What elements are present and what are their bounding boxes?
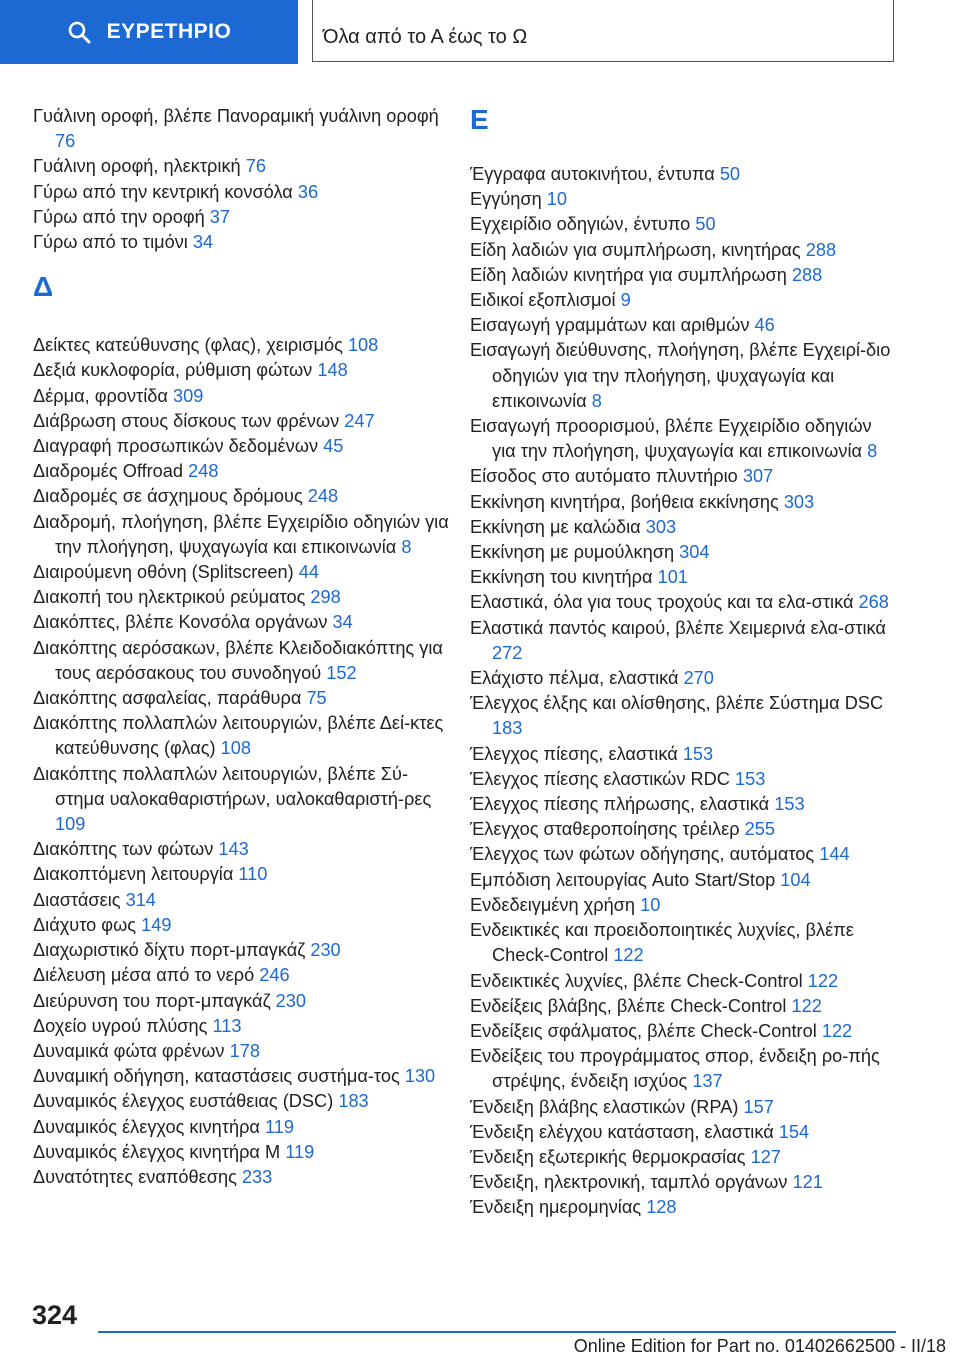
index-entry <box>470 893 900 918</box>
index-entry <box>470 742 900 767</box>
index-entry <box>470 540 900 565</box>
entry-text: Διαδρομή, πλοήγηση, βλέπε Εγχειρίδιο οδηγιών για την πλοήγηση, ψυχαγωγία και επικοινωνία <box>33 511 449 557</box>
entry-page-link[interactable]: 307 <box>742 466 774 487</box>
entry-page-link[interactable]: 45 <box>323 436 344 457</box>
entry-text: Δυναμική οδήγηση, καταστάσεις συστήμα-τος <box>33 1066 400 1087</box>
entry-group-gamma <box>33 104 453 255</box>
index-entry <box>33 459 453 484</box>
entry-text: Διακοπτόμενη λειτουργία <box>33 864 234 885</box>
entry-text: Εκκίνηση του κινητήρα <box>470 567 653 588</box>
entry-text: Διάβρωση στους δίσκους των φρένων <box>33 410 340 431</box>
entry-page-link[interactable]: 268 <box>858 592 889 613</box>
footer-divider <box>98 1331 896 1333</box>
entry-text: Ένδειξη εξωτερικής θερμοκρασίας <box>470 1146 746 1167</box>
index-entry <box>33 180 453 205</box>
entry-page-link[interactable]: 113 <box>212 1015 242 1036</box>
entry-group-e <box>470 162 900 1221</box>
entry-page-link[interactable]: 122 <box>791 995 822 1016</box>
entry-page-link[interactable]: 104 <box>780 869 811 890</box>
entry-text: Διακοπή του ηλεκτρικού ρεύματος <box>33 587 306 608</box>
entry-page-link[interactable]: 247 <box>344 410 375 431</box>
entry-page-link[interactable]: 246 <box>259 965 290 986</box>
index-entry <box>470 994 900 1019</box>
index-entry <box>33 104 453 154</box>
index-entry <box>470 1120 900 1145</box>
entry-page-link[interactable]: 119 <box>265 1116 294 1137</box>
index-entry <box>470 490 900 515</box>
entry-text: Έλεγχος πίεσης, ελαστικά <box>470 743 678 764</box>
entry-text: Διάχυτο φως <box>33 914 137 935</box>
index-entry <box>33 913 453 938</box>
entry-page-link[interactable]: 119 <box>285 1141 315 1162</box>
index-entry <box>470 792 900 817</box>
entry-page-link[interactable]: 46 <box>754 315 775 336</box>
entry-text: Δείκτες κατεύθυνσης (φλας), χειρισμός <box>33 335 343 356</box>
index-entry <box>470 1019 900 1044</box>
entry-text: Έλεγχος των φώτων οδήγησης, αυτόματος <box>470 844 815 865</box>
entry-group-delta <box>33 333 453 1190</box>
entry-page-link[interactable]: 270 <box>683 668 714 689</box>
entry-text: Ελαστικά παντός καιρού, βλέπε Χειμερινά ελα-στικά <box>470 617 886 638</box>
entry-page-link[interactable]: 148 <box>317 360 348 381</box>
entry-text: Δέρμα, φροντίδα <box>33 385 168 406</box>
entry-text: Διακόπτης ασφαλείας, παράθυρα <box>33 688 302 709</box>
entry-page-link[interactable]: 34 <box>192 232 214 253</box>
index-entry <box>33 762 453 838</box>
entry-page-link[interactable]: 144 <box>819 844 850 865</box>
entry-page-link[interactable]: 36 <box>297 181 319 202</box>
index-entry <box>33 711 453 761</box>
index-entry <box>470 918 900 968</box>
index-entry <box>470 187 900 212</box>
entry-text: Δυναμικός έλεγχος κινητήρα M <box>33 1141 281 1162</box>
entry-page-link[interactable]: 127 <box>750 1146 781 1167</box>
index-entry <box>470 515 900 540</box>
entry-text: Έγγραφα αυτοκινήτου, έντυπα <box>470 164 715 184</box>
entry-page-link[interactable]: 8 <box>591 390 602 411</box>
index-entry <box>470 666 900 691</box>
entry-text: Γυάλινη οροφή, ηλεκτρική <box>33 156 241 177</box>
entry-text: Δυνατότητες εναπόθεσης <box>33 1166 237 1187</box>
entry-text: Γύρω από την οροφή <box>33 206 205 227</box>
entry-page-link[interactable]: 108 <box>347 335 379 356</box>
entry-page-link[interactable]: 34 <box>332 612 353 633</box>
entry-text: Έλεγχος πίεσης ελαστικών RDC <box>470 768 730 789</box>
entry-page-link[interactable]: 37 <box>209 206 231 227</box>
entry-text: Διακόπτης πολλαπλών λειτουργιών, βλέπε Δεί-κτες κατεύθυνσης (φλας) <box>33 713 444 759</box>
entry-page-link[interactable]: 304 <box>679 542 710 563</box>
entry-page-link[interactable]: 50 <box>695 214 716 235</box>
index-entry <box>33 1064 453 1089</box>
index-entry <box>33 1039 453 1064</box>
entry-page-link[interactable]: 314 <box>125 889 156 910</box>
entry-text: Διαχωριστικό δίχτυ πορτ-μπαγκάζ <box>33 940 306 961</box>
index-entry <box>470 969 900 994</box>
entry-page-link[interactable]: 157 <box>743 1096 774 1117</box>
entry-page-link[interactable]: 153 <box>734 768 766 789</box>
entry-page-link[interactable]: 298 <box>310 587 341 608</box>
index-entry <box>33 862 453 887</box>
entry-text: Έλεγχος έλξης και ολίσθησης, βλέπε Σύστημα DSC <box>470 693 884 714</box>
index-entry <box>33 434 453 459</box>
entry-text: Εκκίνηση κινητήρα, βοήθεια εκκίνησης <box>470 491 779 512</box>
entry-text: Διαστάσεις <box>33 889 121 910</box>
index-entry <box>33 888 453 913</box>
index-entry <box>33 1115 453 1140</box>
entry-text: Δυναμικός έλεγχος ευστάθειας (DSC) <box>33 1091 334 1112</box>
index-entry <box>470 238 900 263</box>
entry-page-link[interactable]: 108 <box>220 738 252 759</box>
entry-page-link[interactable]: 50 <box>719 164 741 184</box>
entry-page-link[interactable]: 178 <box>229 1040 260 1061</box>
entry-text: Ειδικοί εξοπλισμοί <box>470 290 616 311</box>
section-letter-delta: Δ <box>33 271 54 303</box>
entry-page-link[interactable]: 303 <box>783 491 815 512</box>
entry-page-link[interactable]: 76 <box>55 131 76 152</box>
entry-text: Ελαστικά, όλα για τους τροχούς και τα ελα-στικά <box>470 592 854 613</box>
index-entry <box>33 205 453 230</box>
page-number: 324 <box>32 1300 78 1330</box>
entry-page-link[interactable]: 183 <box>492 718 523 739</box>
index-entry <box>33 560 453 585</box>
index-entry <box>470 1095 900 1120</box>
entry-page-link[interactable]: 149 <box>141 914 172 935</box>
entry-text: Διέλευση μέσα από το νερό <box>33 965 255 986</box>
entry-page-link[interactable]: 248 <box>307 486 339 507</box>
index-entry <box>470 1145 900 1170</box>
index-entry <box>33 1165 453 1190</box>
index-entry <box>33 154 453 179</box>
entry-page-link[interactable]: 152 <box>326 662 357 683</box>
entry-text: Εμπόδιση λειτουργίας Auto Start/Stop <box>470 869 776 890</box>
entry-text: Διαγραφή προσωπικών δεδομένων <box>33 436 319 457</box>
entry-page-link[interactable]: 75 <box>306 688 327 709</box>
index-entry <box>470 464 900 489</box>
index-entry <box>33 636 453 686</box>
index-entry <box>470 162 900 187</box>
entry-text: Διακόπτης πολλαπλών λειτουργιών, βλέπε Σύ-στημα υαλοκαθαριστήρων, υαλοκαθαριστή-ρες <box>33 763 432 809</box>
page-header <box>0 0 960 66</box>
entry-text: Εισαγωγή προορισμού, βλέπε Εγχειρίδιο οδηγιών για την πλοήγηση, ψυχαγωγία και επικοινωνία <box>470 416 872 462</box>
entry-text: Γύρω από το τιμόνι <box>33 232 188 253</box>
entry-text: Γύρω από την κεντρική κονσόλα <box>33 181 293 202</box>
index-entry <box>33 384 453 409</box>
entry-text: Διεύρυνση του πορτ-μπαγκάζ <box>33 990 271 1011</box>
index-entry <box>33 1140 453 1165</box>
index-column-right <box>470 104 900 1221</box>
entry-text: Γυάλινη οροφή, βλέπε Πανοραμική γυάλινη οροφή <box>33 106 439 126</box>
entry-text: Εγχειρίδιο οδηγιών, έντυπο <box>470 214 691 235</box>
entry-text: Έλεγχος σταθεροποίησης τρέιλερ <box>470 819 740 840</box>
entry-page-link[interactable]: 121 <box>792 1172 823 1193</box>
index-entry <box>33 585 453 610</box>
entry-page-link[interactable]: 8 <box>867 441 878 462</box>
index-entry <box>470 590 900 615</box>
entry-page-link[interactable]: 101 <box>657 567 688 588</box>
entry-page-link[interactable]: 76 <box>245 156 266 177</box>
entry-text: Δοχείο υγρού πλύσης <box>33 1015 208 1036</box>
index-entry <box>33 409 453 434</box>
entry-text: Διαιρούμενη οθόνη (Splitscreen) <box>33 562 294 583</box>
entry-page-link[interactable]: 153 <box>682 743 714 764</box>
index-entry <box>33 686 453 711</box>
entry-text: Ελάχιστο πέλμα, ελαστικά <box>470 668 679 689</box>
entry-text: Ενδείξεις σφάλματος, βλέπε Check-Control <box>470 1020 817 1041</box>
entry-page-link[interactable]: 122 <box>807 970 839 991</box>
entry-page-link[interactable]: 288 <box>791 264 823 285</box>
index-entry <box>470 616 900 666</box>
index-entry <box>33 333 453 358</box>
entry-text: Εισαγωγή διεύθυνσης, πλοήγηση, βλέπε Εγχειρί-διο οδηγιών για την πλοήγηση, ψυχαγωγία και επικοινωνία <box>470 340 891 411</box>
entry-page-link[interactable]: 44 <box>298 562 319 583</box>
index-entry <box>33 510 453 560</box>
entry-page-link[interactable]: 8 <box>401 536 412 557</box>
section-letter-e: E <box>470 104 489 135</box>
entry-text: Δυναμικός έλεγχος κινητήρα <box>33 1116 260 1137</box>
index-entry <box>33 484 453 509</box>
entry-page-link[interactable]: 122 <box>613 945 644 966</box>
entry-page-link[interactable]: 143 <box>218 839 249 860</box>
entry-text: Διακόπτες, βλέπε Κονσόλα οργάνων <box>33 612 328 633</box>
index-entry <box>33 1014 453 1039</box>
index-entry <box>470 817 900 842</box>
index-entry <box>470 414 900 464</box>
entry-text: Διαδρομές σε άσχημους δρόμους <box>33 486 303 507</box>
entry-page-link[interactable]: 128 <box>646 1197 677 1218</box>
index-entry <box>33 610 453 635</box>
entry-text: Είδη λαδιών για συμπλήρωση, κινητήρας <box>470 239 801 260</box>
entry-text: Ένδειξη ημερομηνίας <box>470 1197 642 1218</box>
index-search-tab[interactable] <box>0 0 298 64</box>
title-box <box>312 0 894 62</box>
entry-page-link[interactable]: 272 <box>492 642 523 663</box>
index-entry <box>470 1170 900 1195</box>
entry-text: Είσοδος στο αυτόματο πλυντήριο <box>470 466 738 487</box>
index-entry <box>470 691 900 741</box>
entry-page-link[interactable]: 10 <box>640 894 661 915</box>
entry-page-link[interactable]: 10 <box>546 189 568 210</box>
index-entry <box>33 938 453 963</box>
entry-page-link[interactable]: 130 <box>404 1066 436 1087</box>
entry-text: Δυναμικά φώτα φρένων <box>33 1040 225 1061</box>
entry-text: Ενδεδειγμένη χρήση <box>470 894 636 915</box>
entry-page-link[interactable]: 230 <box>310 940 341 961</box>
entry-text: Ενδεικτικές και προειδοποιητικές λυχνίες, βλέπε Check-Control <box>470 920 854 966</box>
index-entry <box>470 313 900 338</box>
entry-text: Δεξιά κυκλοφορία, ρύθμιση φώτων <box>33 360 313 381</box>
index-entry <box>33 358 453 383</box>
entry-page-link[interactable]: 110 <box>238 864 268 885</box>
index-entry <box>470 767 900 792</box>
entry-text: Εισαγωγή γραμμάτων και αριθμών <box>470 315 750 336</box>
entry-text: Ένδειξη ελέγχου κατάσταση, ελαστικά <box>470 1121 774 1142</box>
entry-text: Ενδείξεις βλάβης, βλέπε Check-Control <box>470 995 787 1016</box>
entry-page-link[interactable]: 233 <box>241 1166 273 1187</box>
page-title: Όλα από το Α έως το Ω <box>323 26 528 48</box>
index-entry <box>470 565 900 590</box>
entry-page-link[interactable]: 9 <box>620 290 631 311</box>
index-entry <box>33 1089 453 1114</box>
index-entry <box>33 989 453 1014</box>
entry-text: Ένδειξη βλάβης ελαστικών (RPA) <box>470 1096 739 1117</box>
entry-page-link[interactable]: 248 <box>188 461 219 482</box>
entry-page-link[interactable]: 122 <box>821 1020 853 1041</box>
entry-text: Εκκίνηση με ρυμούλκηση <box>470 542 675 563</box>
entry-page-link[interactable]: 309 <box>172 385 204 406</box>
index-entry <box>470 263 900 288</box>
entry-text: Ενδείξεις του προγράμματος σπορ, ένδειξη ρο-πής στρέψης, ένδειξη ισχύος <box>470 1046 880 1092</box>
index-entry <box>470 868 900 893</box>
entry-text: Διακόπτης των φώτων <box>33 839 214 860</box>
search-icon <box>67 20 91 44</box>
entry-page-link[interactable]: 109 <box>55 814 86 835</box>
index-tab-label: ΕΥΡΕΤΗΡΙΟ <box>106 20 232 43</box>
index-entry <box>470 842 900 867</box>
entry-page-link[interactable]: 255 <box>744 819 776 840</box>
entry-text: Εγγύηση <box>470 189 542 210</box>
entry-page-link[interactable]: 303 <box>645 516 677 537</box>
index-entry <box>470 212 900 237</box>
entry-text: Διακόπτης αερόσακων, βλέπε Κλειδοδιακόπτης για τους αερόσακους του συνοδηγού <box>33 637 443 683</box>
index-entry <box>33 230 453 255</box>
entry-text: Είδη λαδιών κινητήρα για συμπλήρωση <box>470 264 787 285</box>
entry-text: Έλεγχος πίεσης πλήρωσης, ελαστικά <box>470 794 770 815</box>
entry-text: Ένδειξη, ηλεκτρονική, ταμπλό οργάνων <box>470 1172 788 1193</box>
index-entry <box>470 1195 900 1220</box>
index-entry <box>470 1044 900 1094</box>
index-entry <box>33 837 453 862</box>
entry-page-link[interactable]: 153 <box>774 794 805 815</box>
index-entry <box>470 338 900 414</box>
footer-edition-text: Online Edition for Part no. 01402662500 - II/18 <box>573 1336 946 1356</box>
entry-page-link[interactable]: 288 <box>805 239 837 260</box>
entry-page-link[interactable]: 183 <box>338 1091 369 1112</box>
index-column-left <box>33 104 453 1190</box>
entry-text: Διαδρομές Offroad <box>33 461 184 482</box>
entry-text: Ενδεικτικές λυχνίες, βλέπε Check-Control <box>470 970 803 991</box>
entry-page-link[interactable]: 137 <box>692 1071 723 1092</box>
entry-text: Εκκίνηση με καλώδια <box>470 516 641 537</box>
index-entry <box>33 963 453 988</box>
entry-page-link[interactable]: 154 <box>778 1121 810 1142</box>
entry-page-link[interactable]: 230 <box>275 990 307 1011</box>
index-entry <box>470 288 900 313</box>
